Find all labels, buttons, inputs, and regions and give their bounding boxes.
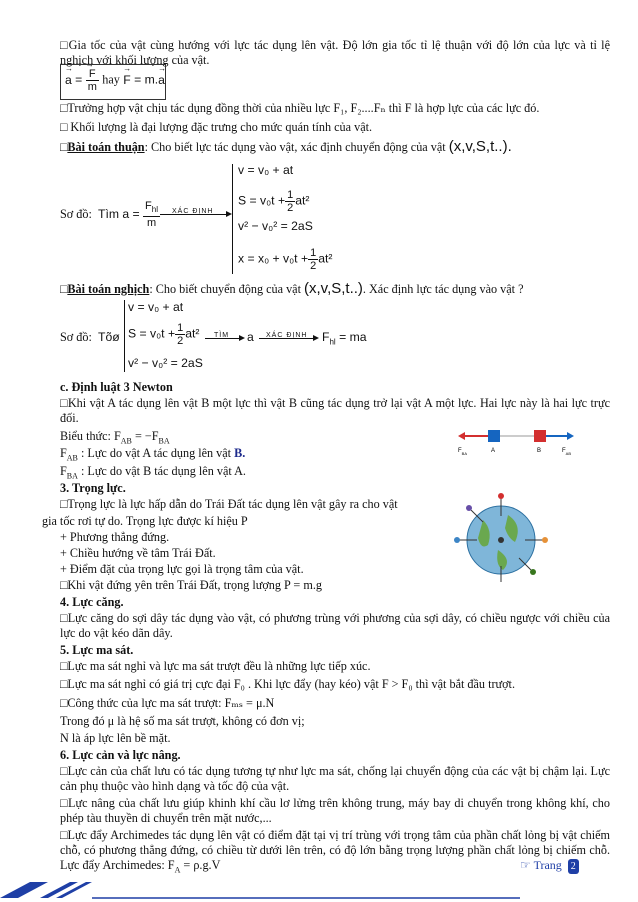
diagram2-arrow-find-label: TÌM xyxy=(214,332,230,339)
gravity-weight-formula: □Khi vật đứng yên trên Trái Đất, trọng lượng P = m.g xyxy=(60,578,322,592)
gravity-direction-vertical: + Phương thẳng đứng. xyxy=(60,530,170,544)
diagram2-eq-independent: v² − v₀² = 2aS xyxy=(128,356,203,370)
friction-contact-note: □Lực ma sát nghỉ và lực ma sát trượt đều là những lực tiếp xúc. xyxy=(60,659,371,673)
fab-definition: $F_{AB}$ : Lực do vật A tác dụng lên vật B. xyxy=(60,446,246,463)
diagram1-brace xyxy=(232,164,233,274)
diagram2-brace xyxy=(124,300,125,372)
archimedes-definition: □Lực đẩy Archimedes tác dụng lên vật có điểm đặt tại vị trí trùng với trọng tâm của phần chất lỏng bị vật chiếm chỗ, có phương thẳng đứng, có chiều từ dưới lên trên, có độ lớn bằng trọng lượng phần chất lỏng bị chiếm chỗ. Lực đẩy Archimedes: $F_A = \rho.g.V$ xyxy=(60,828,610,875)
newton3-expression: Biểu thức: $F_{AB} = -F_{BA}$ xyxy=(60,429,170,446)
page-number-badge: 2 xyxy=(568,859,579,874)
tension-definition: □Lực căng do sợi dây tác dụng vào vật, có phương trùng với phương của sợi dây, có chiều ngược với chiều của lực do vật kéo dãn dây. xyxy=(60,611,610,640)
inverse-problem-heading: □Bài toán nghịch: Cho biết chuyển động của vật (x,v,S,t..). Xác định lực tác dụng vào vật ? xyxy=(60,280,524,297)
diagram2-label: Sơ đồ: xyxy=(60,330,92,344)
diagram1-eq-displacement: S = v₀t + $\frac{1}{2}$ at² xyxy=(238,189,310,214)
diagram2-arrow-determine-label: XÁC ĐỊNH xyxy=(266,332,308,339)
newton2-statement: □Gia tốc của vật cùng hướng với lực tác dụng lên vật. Độ lớn gia tốc tỉ lệ thuận với độ lớn của lực và tỉ lệ nghịch với khối lượng của vật. xyxy=(60,38,610,67)
gravity-definition-a: □Trọng lực là lực hấp dẫn do Trái Đất tác dụng lên vật gây ra cho vật xyxy=(60,497,398,511)
gravity-direction-center: + Chiều hướng về tâm Trái Đất. xyxy=(60,546,216,560)
earth-gravity-figure xyxy=(453,490,549,586)
resultant-force-note: □Trưởng hợp vật chịu tác dụng đồng thời của nhiều lực F₁, F₂....Fₙ thì F là hợp lực của các lực đó. xyxy=(60,101,540,115)
diagram2-eq-velocity: v = v₀ + at xyxy=(128,300,184,314)
fig-fba-label: $F_{BA}$ xyxy=(458,448,468,456)
diagram2-result: $F_{hl}$ = ma xyxy=(322,330,367,347)
normal-force-note: N là áp lực lên bề mặt. xyxy=(60,731,171,745)
diagram2-eq-displacement: S = v₀t + $\frac{1}{2}$ at² xyxy=(128,322,200,347)
static-friction-note: □Lực ma sát nghỉ có giá trị cực đại F₀ . Khi lực đẩy (hay kéo) vật F > F₀ thì vật bắt đầu trượt. xyxy=(60,677,515,691)
diagram1-eq-velocity: v = v₀ + at xyxy=(238,163,294,177)
fig-a-label: A xyxy=(491,448,496,454)
gravity-application-point: + Điểm đặt của trọng lực gọi là trọng tâm của vật. xyxy=(60,562,304,576)
action-reaction-figure xyxy=(456,424,576,456)
diagram1-eq-independent: v² − v₀² = 2aS xyxy=(238,219,313,233)
mass-inertia-note: □ Khối lượng là đại lượng đặc trưng cho mức quán tính của vật. xyxy=(60,120,373,134)
fba-definition: $F_{BA}$ : Lực do vật B tác dụng lên vật A. xyxy=(60,464,246,481)
lift-definition: □Lực nâng của chất lưu giúp khinh khí cầu lơ lửng trên không trung, máy bay di chuyển trong không khí, cho phép tàu thuyền di chuyển trên mặt nước,... xyxy=(60,796,610,825)
diagram2-from: Tõø xyxy=(98,330,120,344)
drag-lift-title: 6. Lực cản và lực nâng. xyxy=(60,748,181,762)
tension-title: 4. Lực căng. xyxy=(60,595,124,609)
newton2-formula-box: → a = → $\frac{F}{m}$ hay → F = m.→ a xyxy=(60,64,166,100)
gravity-title: 3. Trọng lực. xyxy=(60,481,126,495)
kinetic-friction-formula: □Công thức của lực ma sát trượt: Fₘₛ = μ.N xyxy=(60,696,275,710)
gravity-definition-b: gia tốc rơi tự do. Trọng lực được kí hiệu P xyxy=(42,514,248,528)
force-over-mass: → $\frac{F}{m}$ xyxy=(86,68,99,93)
friction-title: 5. Lực ma sát. xyxy=(60,643,134,657)
diagram1-arrow-label: XÁC ĐỊNH xyxy=(172,208,214,215)
footer-page: ☞ Trang 2 xyxy=(520,858,579,874)
footer-bar xyxy=(0,878,638,902)
diagram1-label: Sơ đồ: xyxy=(60,207,92,221)
fig-b-label: B xyxy=(537,448,542,454)
drag-definition: □Lực cản của chất lưu có tác dụng tương tự như lực ma sát, chống lại chuyển động của các vật bị chậm lại. Lực cản phụ thuộc vào hình dạng và tốc độ của vật. xyxy=(60,764,610,793)
newton3-title: c. Định luật 3 Newton xyxy=(60,380,173,394)
block-a xyxy=(488,430,500,442)
diagram2-a: a xyxy=(247,330,254,344)
fig-fab-label: $F_{AB}$ xyxy=(562,448,572,456)
newton3-statement: □Khi vật A tác dụng lên vật B một lực thì vật B cũng tác dụng trở lại vật A một lực. Hai lực này là hai lực trực đối. xyxy=(60,396,610,425)
friction-coefficient-note: Trong đó μ là hệ số ma sát trượt, không có đơn vị; xyxy=(60,714,305,728)
direct-problem-heading: □Bài toán thuận: Cho biết lực tác dụng vào vật, xác định chuyển động của vật (x,v,S,t..). xyxy=(60,138,512,155)
diagram1-eq-position: x = x₀ + v₀t + $\frac{1}{2}$ at² xyxy=(238,247,333,272)
diagram1-find-a: Tìm a = $\frac{F_{hl}}{m}$ xyxy=(98,200,159,230)
footer-hand-icon: ☞ xyxy=(520,858,531,872)
block-b xyxy=(534,430,546,442)
accel-symbol: → a xyxy=(65,73,72,87)
